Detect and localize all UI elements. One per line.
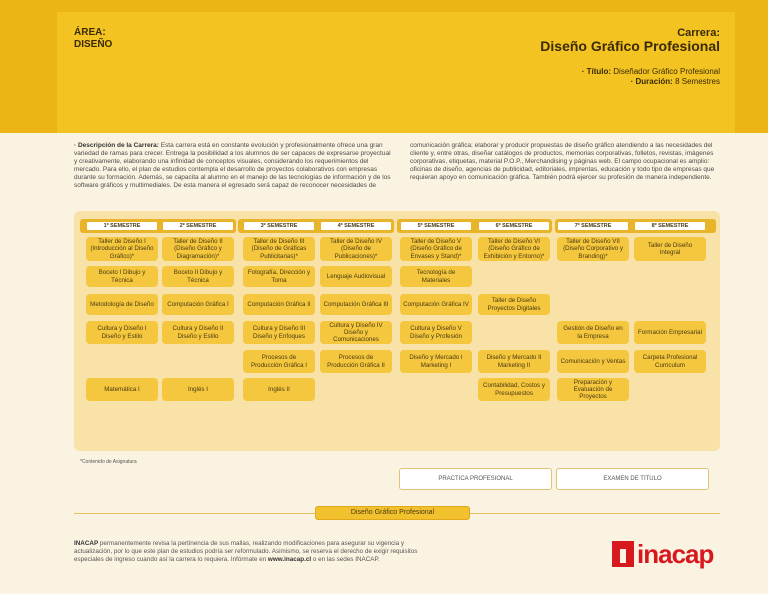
area-label-title: ÁREA: [74,27,106,38]
course-cell: Metodología de Diseño [86,294,158,315]
course-cell: Contabilidad, Costos y Presupuestos [478,378,550,401]
notice-text-2: o en las sedes INACAP. [311,556,380,563]
description-label: · Descripción de la Carrera: [74,142,159,149]
course-cell: Taller de Diseño I (Introducción al Diseño Gráfico)* [86,237,158,261]
course-cell: Boceto II Dibujo y Técnica [162,266,234,287]
course-cell: Taller de Diseño II (Diseño Gráfico y Diagramación)* [162,237,234,261]
career-label: Carrera: [677,27,720,39]
course-cell: Computación Gráfica III [320,294,392,315]
course-cell: Procesos de Producción Gráfica II [320,350,392,373]
course-cell: Computación Gráfica I [162,294,234,315]
course-cell: Taller de Diseño VI (Diseño Gráfico de Exhibición y Entorno)* [478,237,550,261]
duration-line [582,77,720,87]
semester-header-8: 8º SEMESTRE [634,221,706,231]
course-cell: Inglés II [243,378,315,401]
semester-header-3: 3º SEMESTRE [243,221,315,231]
description-right: comunicación gráfica; elaborar y producir propuestas de diseño gráfico atendiendo a las necesidades del cliente y, entre otras, diseñar catálogos de productos, memorias corporativas, folletos, revistas, imágenes corporativas, etiquetas, material P.O.P., Merchandising y páginas web. El campo ocupacional es amplio: oficinas de diseño, agencias de publicidad, editoriales, imprentas, educación y todo tipo de empresas que requieran apoyo en comunicación gráfica. También podrá ejercer su profesión de manera independiente. [410,142,715,182]
area-label [74,27,112,51]
practica-box: PRACTICA PROFESIONAL [399,468,552,490]
course-cell: Taller de Diseño III (Diseño de Gráficas Publicitarias)* [243,237,315,261]
title-value: Diseñador Gráfico Profesional [613,67,720,76]
semester-header-5: 5º SEMESTRE [400,221,472,231]
course-cell: Computación Gráfica II [243,294,315,315]
course-cell: Comunicación y Ventas [557,350,629,373]
semester-header-4: 4º SEMESTRE [320,221,392,231]
area-label-value: DISEÑO [74,39,113,50]
footnote: *Contenido de Asignatura [80,459,137,465]
course-cell: Cultura y Diseño IV Diseño y Comunicaciones [320,321,392,344]
notice-text-1: permanentemente revisa la pertinencia de sus mallas, realizando modificaciones para asegurar su vigencia y actualización, por lo que este plan de estudios podría ser reformulado. Asimismo, se reserva el derecho de exigir requisitos especiales de ingreso cuando así la carrera lo requiera. Infórmate en [74,540,418,563]
course-cell: Taller de Diseño VII (Diseño Corporativo y Branding)* [557,237,629,261]
duration-label: · Duración: [630,77,673,86]
course-cell: Formación Empresarial [634,321,706,344]
description-left [74,142,392,191]
career-title: Diseño Gráfico Profesional [540,38,720,54]
semester-header-6: 6º SEMESTRE [478,221,550,231]
course-cell: Carpeta Profesional Curriculum [634,350,706,373]
notice-brand: INACAP [74,540,99,547]
course-cell: Lenguaje Audiovisual [320,266,392,287]
course-cell: Boceto I Dibujo y Técnica [86,266,158,287]
career-meta [582,67,720,87]
title-label: · Título: [581,67,612,76]
course-cell: Inglés I [162,378,234,401]
course-cell: Taller de Diseño Proyectos Digitales [478,294,550,315]
course-cell: Gestión de Diseño en la Empresa [557,321,629,344]
examen-box: EXAMEN DE TITULO [556,468,709,490]
semester-header-1: 1º SEMESTRE [86,221,158,231]
course-cell: Computación Gráfica IV [400,294,472,315]
course-cell: Diseño y Mercado I Marketing I [400,350,472,373]
description-left-text: Esta carrera está en constante evolución y profesionalmente ofrece una gran variedad de ramas para crecer. Entrega la posibilidad a los alumnos de ser capaces de expresarse proyectual y creativamente, elaborando una infinidad de conceptos visuales, considerando los requerimientos del mercado. Para ello, el plan de estudios contempla el desarrollo de proyectos colaborativos con empresas durante su formación. Además, se capacita al alumno en el manejo de las tecnologías de información y de los software gráficos y multimediales. De esta manera el egresado será capaz de reconocer necesidades de [74,142,391,190]
duration-value: 8 Semestres [675,77,720,86]
course-cell: Procesos de Producción Gráfica I [243,350,315,373]
course-cell: Matemática I [86,378,158,401]
semester-header-2: 2º SEMESTRE [162,221,234,231]
course-cell: Taller de Diseño V (Diseño Gráfico de Envases y Stand)* [400,237,472,261]
course-cell: Preparación y Evaluación de Proyectos [557,378,629,401]
course-cell: Taller de Diseño Integral [634,237,706,261]
logo-text: inacap [637,539,714,569]
notice-text [74,540,419,564]
course-cell: Fotografía, Dirección y Toma [243,266,315,287]
course-cell: Taller de Diseño IV (Diseño de Publicaciones)* [320,237,392,261]
logo-mark-icon [612,541,634,567]
title-line [582,67,720,77]
course-cell: Diseño y Mercado II Marketing II [478,350,550,373]
course-cell: Cultura y Diseño I Diseño y Estilo [86,321,158,344]
course-cell: Tecnología de Materiales [400,266,472,287]
semester-header-7: 7º SEMESTRE [557,221,629,231]
course-cell: Cultura y Diseño V Diseño y Profesión [400,321,472,344]
notice-url[interactable]: www.inacap.cl [267,556,312,563]
course-cell: Cultura y Diseño III Diseño y Enfoques [243,321,315,344]
course-cell: Cultura y Diseño II Diseño y Estilo [162,321,234,344]
inacap-logo [612,541,713,567]
program-bar: Diseño Gráfico Profesional [315,506,470,520]
